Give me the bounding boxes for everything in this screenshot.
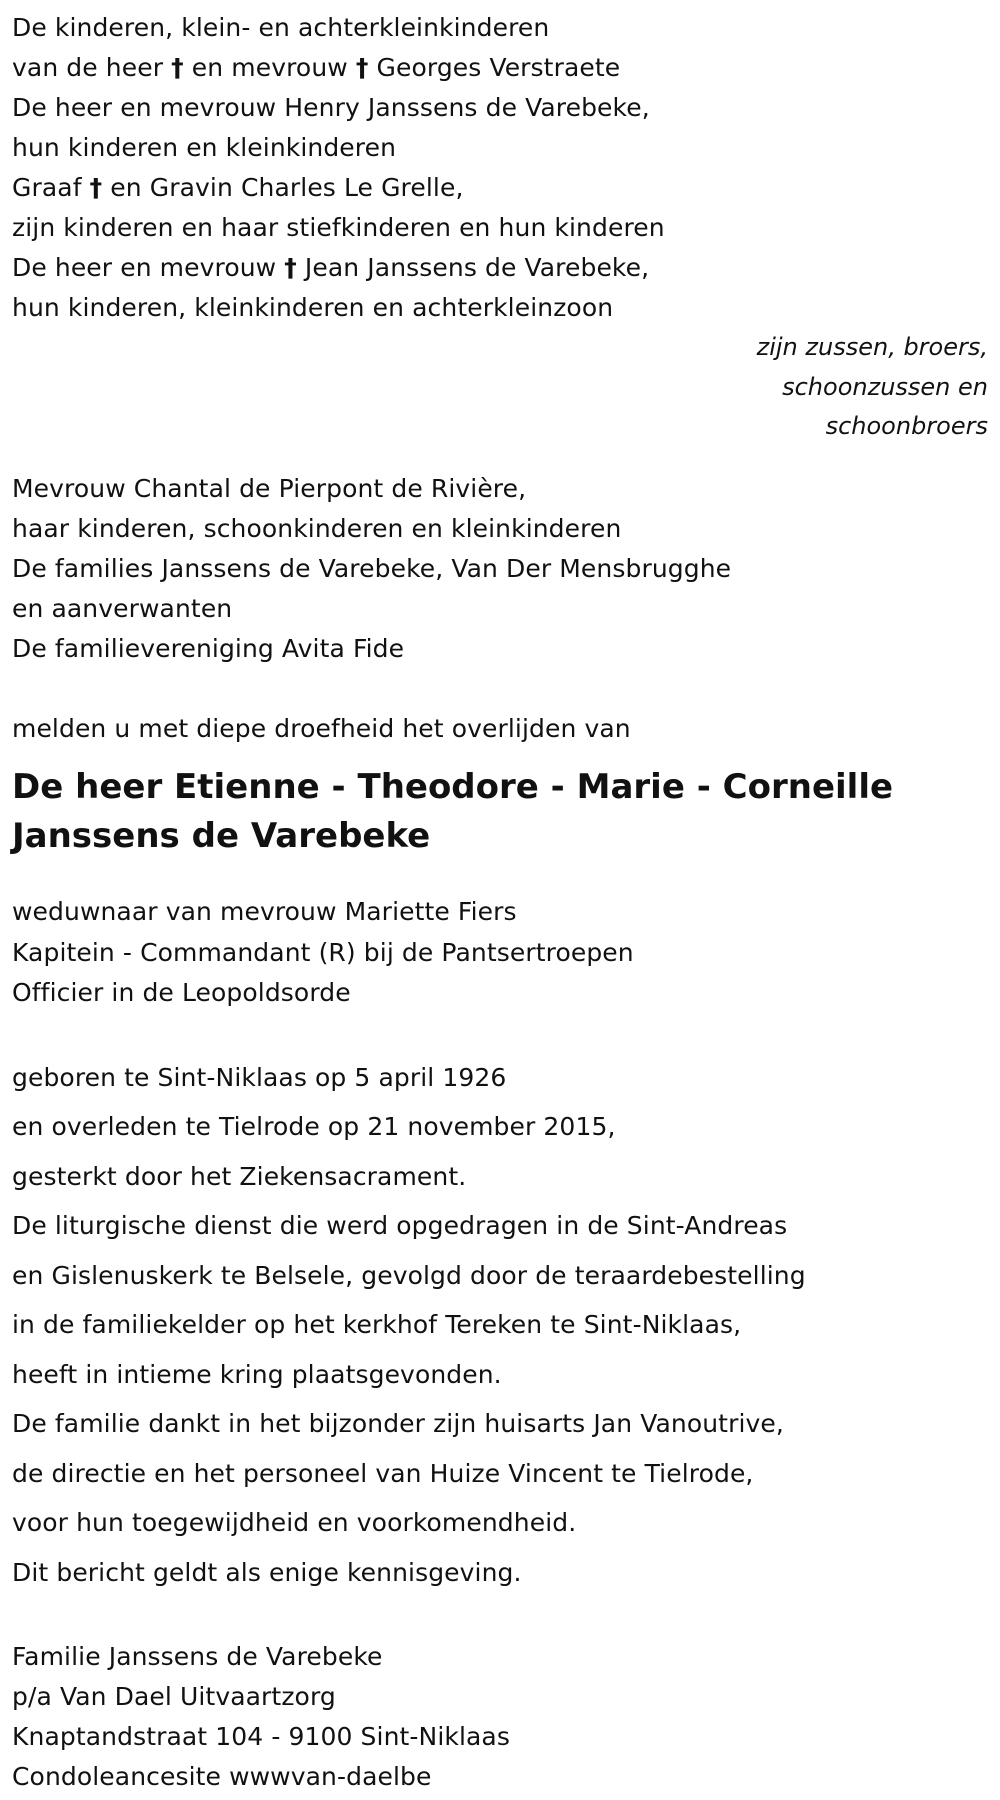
spacer	[12, 669, 988, 709]
cross-icon: †	[171, 53, 184, 82]
family-line: De families Janssens de Varebeke, Van Der Mensbrugghe	[12, 553, 732, 583]
family-line: haar kinderen, schoonkinderen en kleinkinderen	[12, 513, 622, 543]
family-line-segment: De heer en mevrouw	[12, 253, 285, 282]
contact-line: p/a Van Dael Uitvaartzorg	[12, 1682, 336, 1711]
contact-line: Knaptandstraat 104 - 9100 Sint-Niklaas	[12, 1722, 510, 1751]
family-list-2	[12, 469, 988, 669]
obituary-notice	[12, 8, 988, 1797]
cross-icon: †	[355, 53, 369, 82]
announcement-text: melden u met diepe droefheid het overlijden van	[12, 713, 631, 743]
body-line: De liturgische dienst die werd opgedragen in de Sint-Andreas	[12, 1211, 788, 1240]
family-line-segment: Georges Verstraete	[368, 53, 621, 82]
body-line: Dit bericht geldt als enige kennisgeving.	[12, 1557, 522, 1587]
family-line-segment: en Gravin Charles Le Grelle,	[102, 173, 464, 202]
family-line: De kinderen, klein- en achterkleinkinderen	[12, 13, 550, 42]
body-line: en overleden te Tielrode op 21 november 2015,	[12, 1112, 616, 1141]
family-line-segment: en mevrouw	[183, 53, 356, 82]
family-line-segment: Graaf	[12, 173, 90, 202]
relation-line: schoonzussen en	[782, 372, 988, 401]
family-line	[12, 168, 988, 208]
deceased-name	[12, 763, 988, 861]
title-line: Kapitein - Commandant (R) bij de Pantsertroepen	[12, 937, 634, 967]
relation-line: zijn zussen, broers,	[756, 333, 988, 361]
contact-block	[12, 1637, 988, 1797]
family-line	[12, 248, 988, 288]
condolence-site-link[interactable]: Condoleancesite wwwvan-daelbe	[12, 1762, 432, 1791]
body-line: in de familiekelder op het kerkhof Tereken te Sint-Niklaas,	[12, 1310, 742, 1339]
body-line: heeft in intieme kring plaatsgevonden.	[12, 1359, 502, 1389]
body-line: voor hun toegewijdheid en voorkomendheid.	[12, 1508, 577, 1537]
cross-icon: †	[89, 173, 103, 202]
family-line-segment: Jean Janssens de Varebeke,	[296, 253, 650, 282]
family-line: hun kinderen, kleinkinderen en achterkleinzoon	[12, 293, 614, 322]
spacer	[12, 1597, 988, 1637]
body-line: De familie dankt in het bijzonder zijn huisarts Jan Vanoutrive,	[12, 1409, 784, 1438]
title-line: weduwnaar van mevrouw Mariette Fiers	[12, 896, 517, 926]
body-line: gesterkt door het Ziekensacrament.	[12, 1161, 467, 1191]
spacer	[12, 447, 988, 469]
deceased-name-line: De heer Etienne - Theodore - Marie - Corneille	[12, 766, 894, 807]
relation-line: schoonbroers	[825, 412, 988, 440]
contact-line: Familie Janssens de Varebeke	[12, 1642, 383, 1671]
body-line: de directie en het personeel van Huize Vincent te Tielrode,	[12, 1458, 754, 1488]
cross-icon: †	[284, 253, 297, 282]
body-line: geboren te Sint-Niklaas op 5 april 1926	[12, 1062, 507, 1092]
relation-note	[12, 328, 988, 447]
body-line: en Gislenuskerk te Belsele, gevolgd door de teraardebestelling	[12, 1260, 806, 1290]
family-line-segment: van de heer	[12, 53, 172, 82]
notice-body	[12, 1053, 988, 1598]
family-line	[12, 48, 988, 88]
deceased-name-line: Janssens de Varebeke	[12, 815, 431, 856]
title-line: Officier in de Leopoldsorde	[12, 977, 351, 1007]
family-list-1	[12, 8, 988, 328]
family-line: Mevrouw Chantal de Pierpont de Rivière,	[12, 473, 527, 503]
spacer	[12, 1013, 988, 1053]
family-line: en aanverwanten	[12, 593, 233, 623]
deceased-titles	[12, 891, 988, 1013]
family-line: De familievereniging Avita Fide	[12, 633, 405, 663]
family-line: hun kinderen en kleinkinderen	[12, 133, 397, 162]
family-line: De heer en mevrouw Henry Janssens de Varebeke,	[12, 93, 650, 122]
family-line: zijn kinderen en haar stiefkinderen en hun kinderen	[12, 213, 665, 242]
